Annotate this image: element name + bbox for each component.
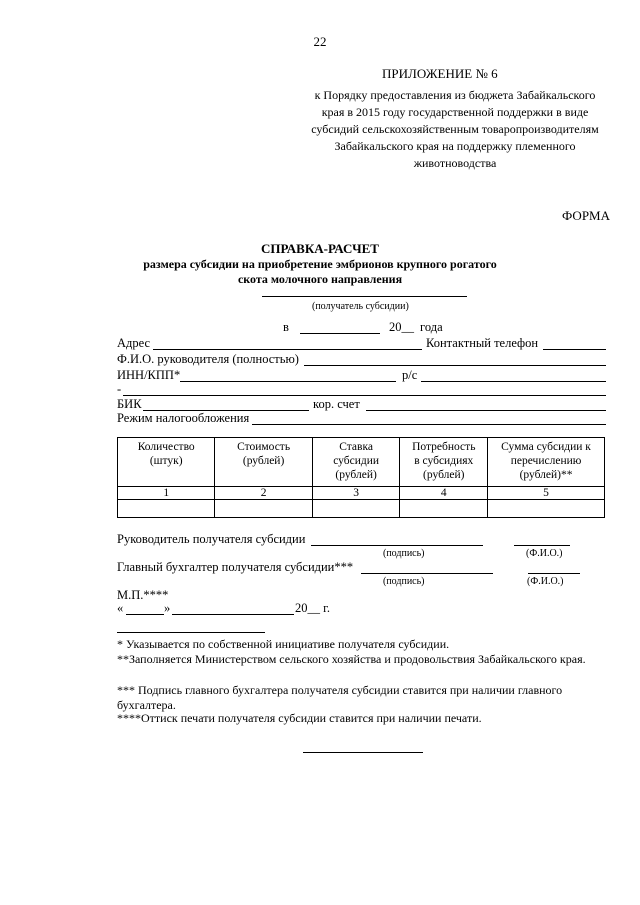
continuation-dash: -	[117, 382, 122, 396]
table-cell[interactable]	[215, 500, 312, 518]
continuation-line[interactable]	[123, 395, 606, 396]
phone-label: Контактный телефон	[426, 336, 539, 350]
footnote-3: *** Подпись главного бухгалтера получателя субсидии ставится при наличии главного бухгалтера.	[117, 683, 563, 712]
sign-month-line[interactable]	[172, 614, 294, 615]
corr-account-line[interactable]	[366, 410, 606, 411]
appendix-line: Забайкальского края на поддержку племенного	[334, 139, 576, 153]
sign-year: 20__ г.	[295, 601, 330, 615]
document-subtitle	[0, 257, 640, 287]
column-number: 2	[215, 487, 312, 500]
tax-mode-label: Режим налогообложения	[117, 411, 250, 425]
recipient-caption: (получатель субсидии)	[312, 301, 409, 312]
date-close-quote: »	[164, 601, 171, 615]
column-number: 3	[312, 487, 400, 500]
document-title: СПРАВКА-РАСЧЕТ	[261, 241, 379, 256]
accountant-name-line[interactable]	[528, 573, 580, 574]
sign-day-line[interactable]	[126, 614, 164, 615]
date-open-quote: «	[117, 601, 124, 615]
date-day-line[interactable]	[300, 333, 380, 334]
head-signature-line[interactable]	[311, 545, 483, 546]
table-row	[118, 500, 605, 518]
subtitle-line: скота молочного направления	[237, 272, 403, 286]
appendix-title: ПРИЛОЖЕНИЕ № 6	[382, 66, 498, 81]
end-separator	[303, 752, 423, 753]
accountant-signature-line[interactable]	[361, 573, 493, 574]
director-line[interactable]	[304, 365, 606, 366]
head-name-caption: (Ф.И.О.)	[526, 548, 563, 559]
subtitle-line: размера субсидии на приобретение эмбрионов крупного рогатого	[143, 257, 497, 271]
table-header-row	[118, 438, 605, 487]
date-year: 20__	[389, 320, 414, 334]
stamp-label: М.П.****	[117, 588, 169, 602]
tax-mode-line[interactable]	[252, 424, 606, 425]
recipient-line[interactable]	[262, 296, 467, 297]
page-number: 22	[313, 34, 327, 49]
director-label: Ф.И.О. руководителя (полностью)	[117, 352, 299, 366]
appendix-line: края в 2015 году государственной поддержки в виде	[321, 105, 589, 119]
bik-label: БИК	[117, 397, 142, 411]
footnote-1: * Указывается по собственной инициативе получателя субсидии.	[117, 637, 450, 651]
corr-account-label: кор. счет	[313, 397, 360, 411]
footnote-separator	[117, 632, 265, 633]
table-cell[interactable]	[312, 500, 400, 518]
head-name-line[interactable]	[514, 545, 570, 546]
footnote-4: ****Оттиск печати получателя субсидии ставится при наличии печати.	[117, 711, 482, 725]
calculation-table	[117, 437, 605, 518]
accountant-signature-label: Главный бухгалтер получателя субсидии***	[117, 560, 354, 574]
accountant-name-caption: (Ф.И.О.)	[527, 576, 564, 587]
head-sign-caption: (подпись)	[383, 548, 425, 559]
date-prefix: в	[283, 320, 289, 334]
header-need: Потребность в субсидиях (рублей)	[400, 438, 488, 487]
appendix-line: животноводства	[413, 156, 497, 170]
form-label: ФОРМА	[562, 208, 610, 223]
address-label: Адрес	[117, 336, 151, 350]
column-number: 5	[488, 487, 605, 500]
header-cost: Стоимость (рублей)	[215, 438, 312, 487]
table-cell[interactable]	[118, 500, 215, 518]
date-suffix: года	[420, 320, 443, 334]
accountant-sign-caption: (подпись)	[383, 576, 425, 587]
appendix-line: к Порядку предоставления из бюджета Забайкальского	[314, 88, 596, 102]
header-rate: Ставка субсидии (рублей)	[312, 438, 400, 487]
address-line[interactable]	[153, 349, 422, 350]
table-cell[interactable]	[400, 500, 488, 518]
appendix-description	[300, 87, 610, 172]
header-amount: Сумма субсидии к перечислению (рублей)**	[488, 438, 605, 487]
table-number-row	[118, 487, 605, 500]
table-cell[interactable]	[488, 500, 605, 518]
account-line[interactable]	[421, 381, 606, 382]
header-quantity: Количество (штук)	[118, 438, 215, 487]
inn-line[interactable]	[180, 381, 396, 382]
column-number: 4	[400, 487, 488, 500]
column-number: 1	[118, 487, 215, 500]
phone-line[interactable]	[543, 349, 606, 350]
account-label: р/с	[402, 368, 418, 382]
inn-label: ИНН/КПП*	[117, 368, 181, 382]
head-signature-label: Руководитель получателя субсидии	[117, 532, 306, 546]
appendix-line: субсидий сельскохозяйственным товаропроизводителям	[311, 122, 599, 136]
footnote-2: **Заполняется Министерством сельского хозяйства и продовольствия Забайкальского края.	[117, 652, 586, 666]
